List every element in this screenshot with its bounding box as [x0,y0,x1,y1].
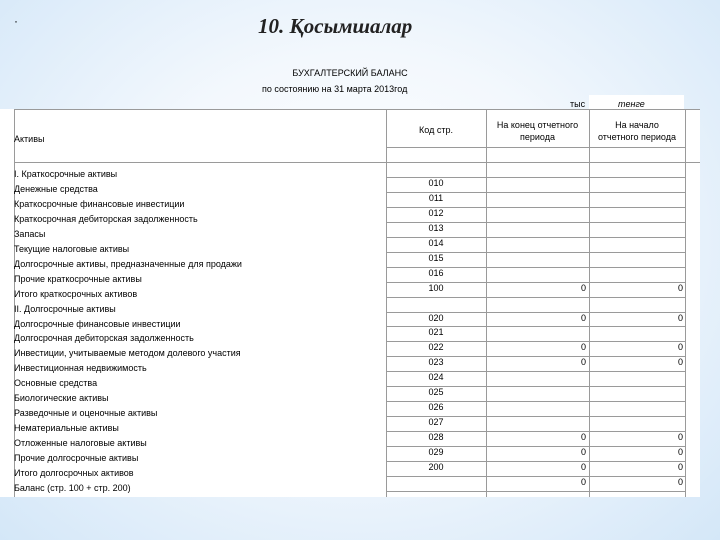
row-label: Основные средства [14,378,98,389]
row-label: Денежные средства [14,183,98,194]
row-label: Прочие долгосрочные активы [14,453,139,464]
row-code: 027 [428,417,444,428]
row-end-of-period-value: 0 [580,462,586,472]
header-code: Код стр. [419,125,453,135]
header-start-line1: На начало [615,120,659,130]
table-row [0,357,700,375]
row-code: 100 [428,282,444,293]
row-label: Итого краткосрочных активов [14,288,138,299]
header-end-line1: На конец отчетного [496,120,579,130]
row-code: 200 [428,462,444,472]
row-code: 020 [428,312,444,323]
row-label: Инвестиционная недвижимость [14,363,147,374]
table-row [0,282,700,301]
row-start-of-period-value: 0 [677,282,683,293]
row-label: Баланс (стр. 100 + стр. 200) [14,482,131,493]
grid-line [386,147,685,148]
row-code: 021 [428,327,444,338]
row-end-of-period-value: 0 [580,357,586,368]
table-row [0,402,700,420]
table-row [0,312,700,331]
row-label: Итого долгосрочных активов [14,468,134,478]
row-label: Текущие налоговые активы [14,243,130,254]
row-code: 010 [428,177,444,188]
row-label: I. Краткосрочные активы [14,169,118,179]
row-start-of-period-value: 0 [677,476,683,487]
header-end-of-period [486,119,589,143]
row-label: Долгосрочные активы, предназначенные для продажи [14,258,242,269]
table-row [0,237,700,256]
row-label: II. Долгосрочные активы [14,303,116,314]
row-code: 014 [428,237,444,248]
document-subtitle: по состоянию на 31 марта 2013год [262,84,408,94]
row-label: Разведочные и оценочные активы [14,408,158,419]
row-start-of-period-value: 0 [677,447,683,458]
row-code: 012 [428,207,444,218]
row-label: Краткосрочная дебиторская задолженность [14,213,198,224]
row-label: Отложенные налоговые активы [14,438,147,449]
row-start-of-period-value: 0 [677,462,683,472]
row-end-of-period-value: 0 [580,447,586,458]
table-row [0,192,700,211]
row-label: Нематериальные активы [14,423,119,434]
units-suffix: тенге [618,99,645,109]
row-code: 024 [428,372,444,383]
row-end-of-period-value: 0 [580,312,586,323]
row-start-of-period-value: 0 [677,342,683,353]
row-label: Долгосрочные финансовые инвестиции [14,318,181,329]
row-label: Долгосрочная дебиторская задолженность [14,333,194,344]
header-start-of-period [589,119,685,143]
row-end-of-period-value: 0 [580,342,586,353]
row-code: 015 [428,252,444,263]
grid-line [14,109,700,110]
row-label: Запасы [14,228,46,239]
row-label: Биологические активы [14,393,109,404]
row-end-of-period-value: 0 [580,282,586,293]
table-row [0,207,700,226]
grid-line [14,162,700,163]
row-label: Прочие краткосрочные активы [14,273,142,284]
header-end-line2: периода [520,132,555,142]
row-code: 029 [428,447,444,458]
row-code: 026 [428,402,444,413]
row-code: 023 [428,357,444,368]
row-code: 013 [428,222,444,233]
row-code: 011 [428,192,444,203]
row-code: 016 [428,267,444,278]
header-start-line2: отчетного периода [598,132,676,142]
slide-title: 10. Қосымшалар [258,14,413,38]
row-start-of-period-value: 0 [677,312,683,323]
table-row [0,177,700,196]
table-row [0,372,700,390]
table-row [0,166,700,181]
header-assets: Активы [14,134,45,144]
table-row [0,252,700,271]
bullet-mark: · [14,14,18,28]
row-end-of-period-value: 0 [580,432,586,443]
row-code: 025 [428,387,444,398]
table-row [0,222,700,241]
row-label: Краткосрочные финансовые инвестиции [14,198,185,209]
units-prefix: тыс [570,99,586,109]
table-row [0,476,700,495]
row-end-of-period-value: 0 [580,476,586,487]
row-start-of-period-value: 0 [677,357,683,368]
row-label: Инвестиции, учитываемые методом долевого участия [14,348,241,359]
document-title: БУХГАЛТЕРСКИЙ БАЛАНС [292,68,408,78]
row-code: 022 [428,342,444,353]
row-code: 028 [428,432,444,443]
row-start-of-period-value: 0 [677,432,683,443]
table-row [0,387,700,405]
